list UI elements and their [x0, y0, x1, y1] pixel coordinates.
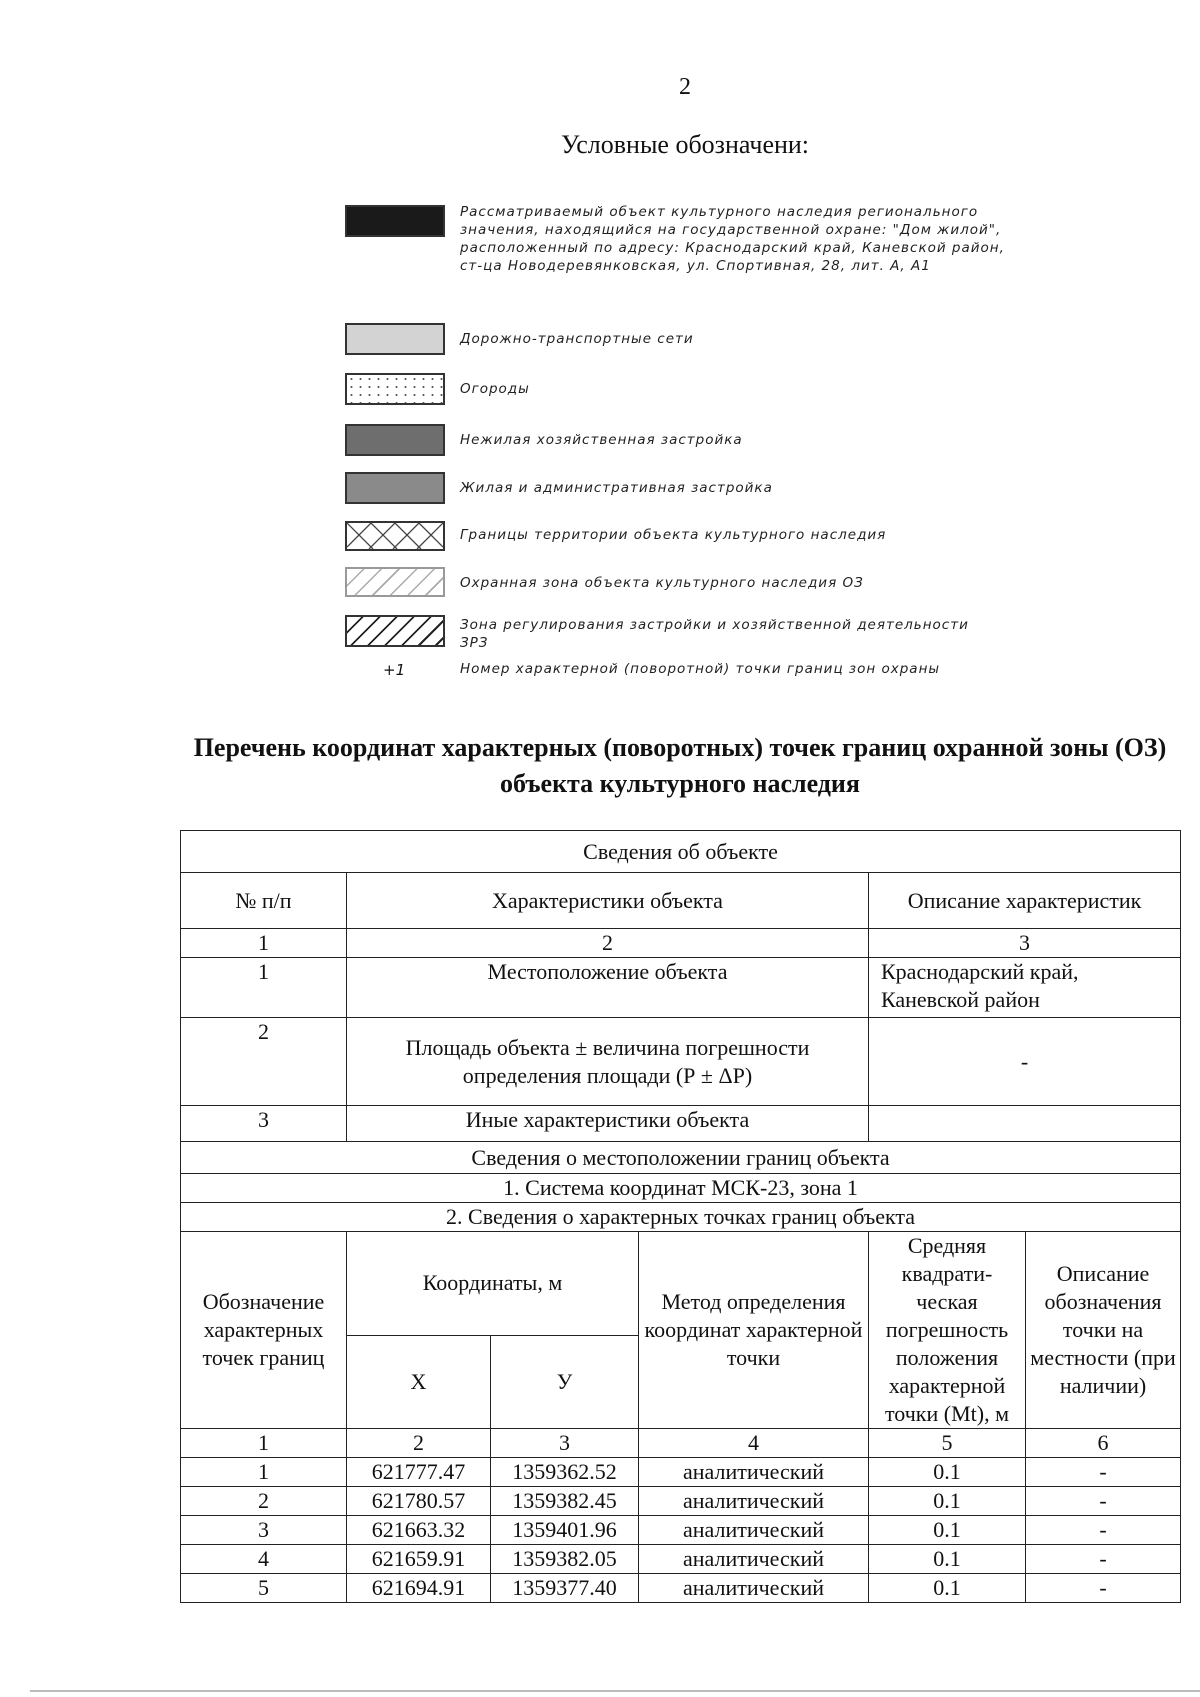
- legend-label-residential: Жилая и административная застройка: [460, 480, 773, 496]
- legend-swatch-regulation-zone: [345, 615, 445, 647]
- point-y: 1359382.05: [491, 1545, 639, 1574]
- row-characteristic: Иные характеристики объекта: [347, 1106, 869, 1142]
- header-num: [181, 873, 347, 929]
- section-object-title: Сведения об объекте: [181, 831, 1181, 873]
- row-characteristic: Площадь объекта ± величина погрешности определения площади (Р ± ΔР): [347, 1018, 869, 1106]
- legend-swatch-protection-zone: [345, 567, 445, 597]
- index-cell: 1: [181, 1429, 347, 1458]
- index-cell: 3: [869, 929, 1181, 958]
- row-characteristic: Местоположение объекта: [347, 958, 869, 1018]
- header-error: Средняя квадрати-ческая погрешность положения характерной точки (Мt), м: [869, 1232, 1026, 1429]
- point-x: 621659.91: [347, 1545, 491, 1574]
- row-num: 3: [181, 1106, 347, 1142]
- header-x: X: [347, 1335, 491, 1428]
- point-error: 0.1: [869, 1487, 1026, 1516]
- header-characteristics: Характеристики объекта: [347, 873, 869, 929]
- point-description: -: [1026, 1574, 1181, 1603]
- point-x: 621663.32: [347, 1516, 491, 1545]
- point-y: 1359362.52: [491, 1458, 639, 1487]
- index-cell: 2: [347, 1429, 491, 1458]
- legend-swatch-residential: [345, 472, 445, 504]
- point-description: -: [1026, 1487, 1181, 1516]
- point-description: -: [1026, 1458, 1181, 1487]
- legend-title: Условные обозначени:: [560, 130, 810, 159]
- document-heading: Перечень координат характерных (поворотных) точек границ охранной зоны (ОЗ) объекта культурного наследия: [193, 733, 1167, 798]
- legend-label-protection-zone: Охранная зона объекта культурного наследия ОЗ: [460, 575, 864, 591]
- index-cell: 4: [639, 1429, 869, 1458]
- legend-swatch-heritage-object: [345, 205, 445, 237]
- row-num: 1: [181, 958, 347, 1018]
- point-row: [181, 1516, 1181, 1545]
- point-id: 1: [181, 1458, 347, 1487]
- point-description: -: [1026, 1545, 1181, 1574]
- point-description: -: [1026, 1516, 1181, 1545]
- point-id: 4: [181, 1545, 347, 1574]
- row-num: 2: [181, 1018, 347, 1106]
- legend-label-gardens: Огороды: [460, 381, 530, 397]
- header-point-designation: Обозначение характерных точек границ: [181, 1232, 347, 1429]
- header-method: Метод определения координат характерной точки: [639, 1232, 869, 1429]
- legend-label-roads: Дорожно-транспортные сети: [460, 331, 694, 347]
- point-row: [181, 1487, 1181, 1516]
- point-row: [181, 1574, 1181, 1603]
- index-cell: 1: [181, 929, 347, 958]
- legend-swatch-gardens: [345, 373, 445, 405]
- table-row: [181, 1018, 1181, 1106]
- point-x: 621780.57: [347, 1487, 491, 1516]
- legend-swatch-roads: [345, 323, 445, 355]
- point-x: 621694.91: [347, 1574, 491, 1603]
- table-row: [181, 1106, 1181, 1142]
- table-row: [181, 958, 1181, 1018]
- point-y: 1359382.45: [491, 1487, 639, 1516]
- row-description: -: [869, 1018, 1181, 1106]
- index-cell: 2: [347, 929, 869, 958]
- section-location-title: Сведения о местоположении границ объекта: [181, 1142, 1181, 1174]
- legend-label-regulation-zone: Зона регулирования застройки и хозяйственной деятельности ЗРЗ: [460, 617, 969, 651]
- page-number: 2: [679, 74, 691, 100]
- index-cell: 5: [869, 1429, 1026, 1458]
- point-id: 5: [181, 1574, 347, 1603]
- header-description: Описание характеристик: [869, 873, 1181, 929]
- index-cell: 6: [1026, 1429, 1181, 1458]
- point-error: 0.1: [869, 1545, 1026, 1574]
- point-y: 1359401.96: [491, 1516, 639, 1545]
- point-row: [181, 1545, 1181, 1574]
- point-error: 0.1: [869, 1574, 1026, 1603]
- index-cell: 3: [491, 1429, 639, 1458]
- header-point-description: Описание обозначения точки на местности (при наличии): [1026, 1232, 1181, 1429]
- point-id: 3: [181, 1516, 347, 1545]
- points-section-title: 2. Сведения о характерных точках границ объекта: [181, 1203, 1181, 1232]
- point-method: аналитический: [639, 1545, 869, 1574]
- header-coordinates: Координаты, м: [347, 1232, 639, 1336]
- legend-label-territory-boundary: Границы территории объекта культурного наследия: [460, 527, 887, 543]
- coordinates-table: [180, 830, 1181, 1603]
- header-y: У: [491, 1335, 639, 1428]
- point-row: [181, 1458, 1181, 1487]
- row-description: [869, 1106, 1181, 1142]
- point-method: аналитический: [639, 1574, 869, 1603]
- point-method: аналитический: [639, 1487, 869, 1516]
- legend-swatch-territory-boundary: [345, 521, 445, 551]
- legend-swatch-nonresidential: [345, 424, 445, 456]
- point-x: 621777.47: [347, 1458, 491, 1487]
- point-error: 0.1: [869, 1516, 1026, 1545]
- point-method: аналитический: [639, 1516, 869, 1545]
- header-num-label: № п/п: [235, 887, 292, 913]
- legend-label-nonresidential: Нежилая хозяйственная застройка: [460, 432, 743, 448]
- legend-label-point-number: Номер характерной (поворотной) точки границ зон охраны: [460, 661, 941, 677]
- point-method: аналитический: [639, 1458, 869, 1487]
- point-id: 2: [181, 1487, 347, 1516]
- coordinate-system: 1. Система координат МСК-23, зона 1: [181, 1174, 1181, 1203]
- page-bottom-divider: [30, 1690, 1200, 1692]
- legend-point-marker: +1: [383, 661, 406, 679]
- point-error: 0.1: [869, 1458, 1026, 1487]
- row-description: Краснодарский край, Каневской район: [869, 958, 1181, 1018]
- point-y: 1359377.40: [491, 1574, 639, 1603]
- legend-label-heritage-object: Рассматриваемый объект культурного наследия регионального значения, находящийся на государственной охране: "Дом жилой", расположенный по адресу: Краснодарский край, Каневской район, ст-ца Новодеревянковская, ул. Спортивная, 28, лит. А, А1: [460, 204, 1005, 274]
